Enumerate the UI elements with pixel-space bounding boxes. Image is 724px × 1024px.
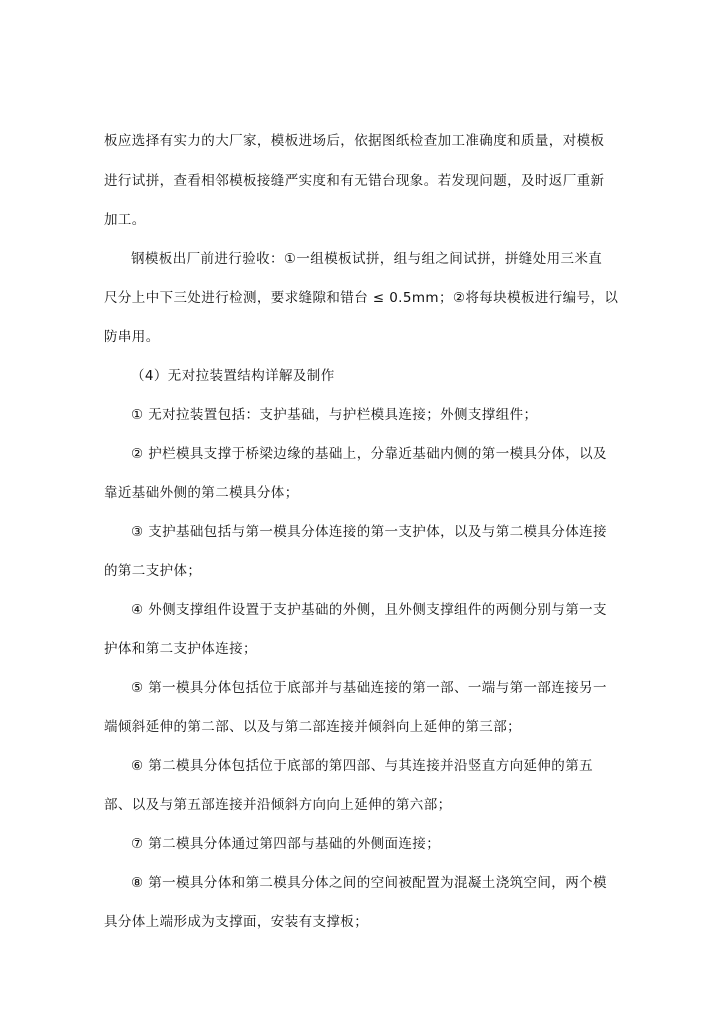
- list-item: ⑥ 第二模具分体包括位于底部的第四部、与其连接并沿竖直方向延伸的第五: [131, 758, 593, 774]
- text-line: 具分体上端形成为支撑面，安装有支撑板；: [104, 914, 369, 930]
- text-line: 的第二支护体；: [104, 563, 202, 579]
- list-item: ② 护栏模具支撑于桥梁边缘的基础上，分靠近基础内侧的第一模具分体，以及: [131, 446, 607, 462]
- text-line: 防串用。: [104, 329, 160, 345]
- text-line: 护体和第二支护体连接；: [104, 641, 257, 657]
- text-line: 进行试拼，查看相邻模板接缝严实度和有无错台现象。若发现问题，及时返厂重新: [104, 173, 605, 189]
- text-line: 靠近基础外侧的第二模具分体；: [104, 485, 299, 501]
- list-item: ⑦ 第二模具分体通过第四部与基础的外侧面连接；: [131, 836, 441, 852]
- text-line: 尺分上中下三处进行检测，要求缝隙和错台 ≤ 0.5mm；②将每块模板进行编号，以: [104, 290, 619, 306]
- text-line: 加工。: [104, 212, 146, 228]
- list-item: ⑤ 第一模具分体包括位于底部并与基础连接的第一部、一端与第一部连接另一: [131, 680, 607, 696]
- text-line: 部、以及与第五部连接并沿倾斜方向向上延伸的第六部；: [104, 797, 452, 813]
- section-heading: （4）无对拉装置结构详解及制作: [131, 368, 335, 384]
- list-item: ④ 外侧支撑组件设置于支护基础的外侧，且外侧支撑组件的两侧分别与第一支: [131, 602, 607, 618]
- list-item: ③ 支护基础包括与第一模具分体连接的第一支护体，以及与第二模具分体连接: [131, 524, 607, 540]
- text-line: 板应选择有实力的大厂家，模板进场后，依据图纸检查加工准确度和质量，对模板: [104, 133, 605, 149]
- text-line: 钢模板出厂前进行验收：①一组模板试拼，组与组之间试拼，拼缝处用三米直: [131, 251, 603, 267]
- list-item: ① 无对拉装置包括：支护基础，与护栏模具连接；外侧支撑组件；: [131, 407, 538, 423]
- text-line: 端倾斜延伸的第二部、以及与第二部连接并倾斜向上延伸的第三部；: [104, 719, 521, 735]
- list-item: ⑧ 第一模具分体和第二模具分体之间的空间被配置为混凝土浇筑空间，两个模: [131, 875, 607, 891]
